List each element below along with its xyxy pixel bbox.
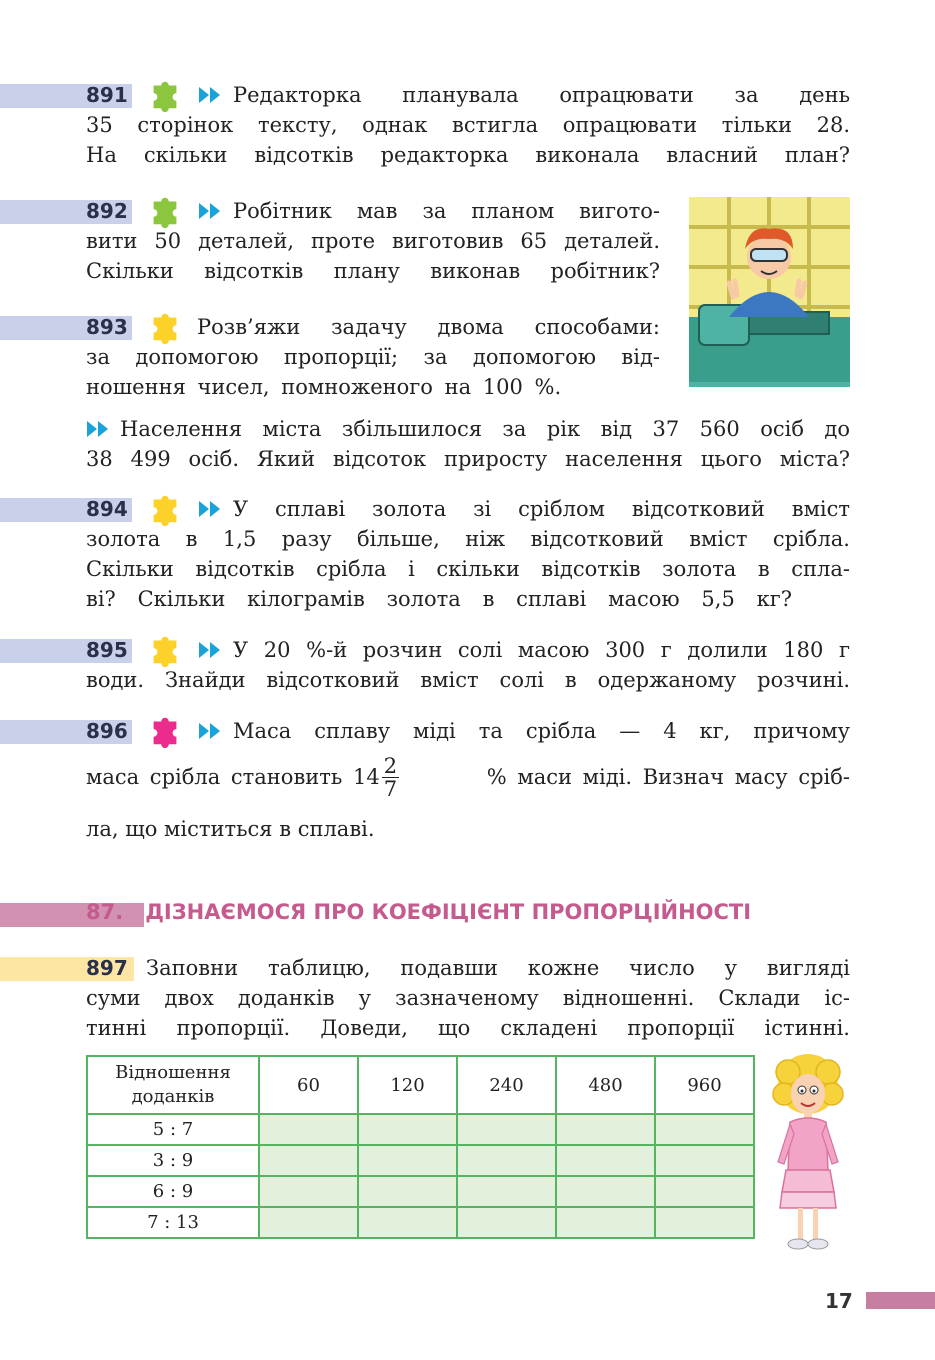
table-cell[interactable] xyxy=(259,1207,358,1238)
task-894-line-1: У сплаві золота зі сріблом відсотковий вміст xyxy=(233,497,850,521)
puzzle-icon-pink xyxy=(146,712,184,750)
task-number-892: 892 xyxy=(86,199,128,223)
task-number-895: 895 xyxy=(86,638,128,662)
section-title: ДІЗНАЄМОСЯ ПРО КОЕФІЦІЄНТ ПРОПОРЦІЙНОСТІ xyxy=(145,900,752,924)
table-cell[interactable] xyxy=(457,1207,556,1238)
task-893-line-1: Розв’яжи задачу двома способами: xyxy=(197,315,660,339)
table-cell[interactable] xyxy=(556,1145,655,1176)
section-heading xyxy=(86,900,751,924)
row-ratio: 3 : 9 xyxy=(87,1145,259,1176)
ratio-table xyxy=(86,1055,755,1239)
task-896-line-3: ла, що міститься в сплаві. xyxy=(86,817,375,841)
column-header: 480 xyxy=(556,1056,655,1114)
task-892-line-3: Скільки відсотків плану виконав робітник? xyxy=(86,259,660,283)
task-894-line-4: ві? Скільки кілограмів золота в сплаві масою 5,5 кг? xyxy=(86,587,792,611)
table-cell[interactable] xyxy=(655,1176,754,1207)
task-891-line-1: Редакторка планувала опрацювати за день xyxy=(233,83,850,107)
puzzle-icon-yellow xyxy=(146,308,184,346)
task-893-extra-line-1: Населення міста збільшилося за рік від 37 560 осіб до xyxy=(120,417,850,441)
task-number-893: 893 xyxy=(86,315,128,339)
table-cell[interactable] xyxy=(457,1176,556,1207)
table-cell[interactable] xyxy=(556,1176,655,1207)
task-897-line-3: тинні пропорції. Доведи, що складені пропорції істинні. xyxy=(86,1016,850,1040)
task-number-891: 891 xyxy=(86,83,128,107)
task-896-text-before-fraction: маса срібла становить 14 xyxy=(86,765,380,789)
task-893-extra-line-2: 38 499 осіб. Який відсоток приросту населення цього міста? xyxy=(86,447,850,471)
table-cell[interactable] xyxy=(259,1176,358,1207)
double-arrow-icon-891 xyxy=(198,86,222,104)
page-number-bar xyxy=(866,1292,935,1309)
worker-illustration xyxy=(689,197,850,387)
task-896-line-2 xyxy=(86,751,850,803)
column-header: 960 xyxy=(655,1056,754,1114)
double-arrow-icon-893 xyxy=(86,420,110,438)
fraction-numerator: 2 xyxy=(383,753,398,778)
fraction-denominator: 7 xyxy=(383,776,398,801)
table-cell[interactable] xyxy=(259,1114,358,1145)
task-896-text-after-fraction: % маси міді. Визнач масу сріб- xyxy=(486,765,850,789)
double-arrow-icon-894 xyxy=(198,500,222,518)
table-cell[interactable] xyxy=(259,1145,358,1176)
table-cell[interactable] xyxy=(655,1145,754,1176)
table-row xyxy=(87,1176,754,1207)
task-891-line-2: 35 сторінок тексту, однак встигла опрацювати тільки 28. xyxy=(86,113,850,137)
row-ratio: 5 : 7 xyxy=(87,1114,259,1145)
table-cell[interactable] xyxy=(457,1145,556,1176)
table-cell[interactable] xyxy=(358,1114,457,1145)
puzzle-icon-yellow xyxy=(146,490,184,528)
task-892-line-2: вити 50 деталей, проте виготовив 65 деталей. xyxy=(86,229,660,253)
task-896-line-2-start xyxy=(86,755,401,800)
double-arrow-icon-896 xyxy=(198,722,222,740)
puzzle-icon-green xyxy=(146,76,184,114)
task-891-line-3: На скільки відсотків редакторка виконала власний план? xyxy=(86,143,850,167)
header-line-2: доданків xyxy=(131,1086,215,1107)
table-cell[interactable] xyxy=(358,1145,457,1176)
table-cell[interactable] xyxy=(457,1114,556,1145)
puzzle-icon-yellow xyxy=(146,631,184,669)
table-row xyxy=(87,1145,754,1176)
task-896-line-1: Маса сплаву міді та срібла — 4 кг, причому xyxy=(233,719,850,743)
section-number: 87. xyxy=(86,900,124,924)
task-number-897: 897 xyxy=(86,956,128,980)
column-header: 240 xyxy=(457,1056,556,1114)
mixed-fraction xyxy=(382,755,399,800)
table-header-cell xyxy=(87,1056,259,1114)
column-header: 60 xyxy=(259,1056,358,1114)
task-897-line-2: суми двох доданків у зазначеному відношенні. Склади іс- xyxy=(86,986,850,1010)
task-895-line-2: води. Знайди відсотковий вміст солі в одержаному розчині. xyxy=(86,668,850,692)
double-arrow-icon-892 xyxy=(198,202,222,220)
girl-illustration xyxy=(768,1052,848,1257)
row-ratio: 7 : 13 xyxy=(87,1207,259,1238)
row-ratio: 6 : 9 xyxy=(87,1176,259,1207)
table-row xyxy=(87,1207,754,1238)
task-894-line-2: золота в 1,5 разу більше, ніж відсотковий вміст срібла. xyxy=(86,527,850,551)
column-header: 120 xyxy=(358,1056,457,1114)
table-cell[interactable] xyxy=(556,1114,655,1145)
task-893-line-3: ношення чисел, помноженого на 100 %. xyxy=(86,375,562,399)
double-arrow-icon-895 xyxy=(198,641,222,659)
task-894-line-3: Скільки відсотків срібла і скільки відсотків золота в спла- xyxy=(86,557,850,581)
table-row xyxy=(87,1114,754,1145)
puzzle-icon-green xyxy=(146,192,184,230)
table-cell[interactable] xyxy=(655,1114,754,1145)
task-895-line-1: У 20 %-й розчин солі масою 300 г долили 180 г xyxy=(233,638,850,662)
table-cell[interactable] xyxy=(556,1207,655,1238)
task-897-line-1: Заповни таблицю, подавши кожне число у вигляді xyxy=(146,956,850,980)
task-892-line-1: Робітник мав за планом вигото- xyxy=(233,199,660,223)
task-893-line-2: за допомогою пропорції; за допомогою від- xyxy=(86,345,660,369)
task-number-896: 896 xyxy=(86,719,128,743)
header-line-1: Відношення xyxy=(115,1062,231,1083)
task-number-894: 894 xyxy=(86,497,128,521)
table-cell[interactable] xyxy=(358,1207,457,1238)
table-header-row xyxy=(87,1056,754,1114)
page-number: 17 xyxy=(825,1289,853,1313)
table-cell[interactable] xyxy=(655,1207,754,1238)
table-cell[interactable] xyxy=(358,1176,457,1207)
